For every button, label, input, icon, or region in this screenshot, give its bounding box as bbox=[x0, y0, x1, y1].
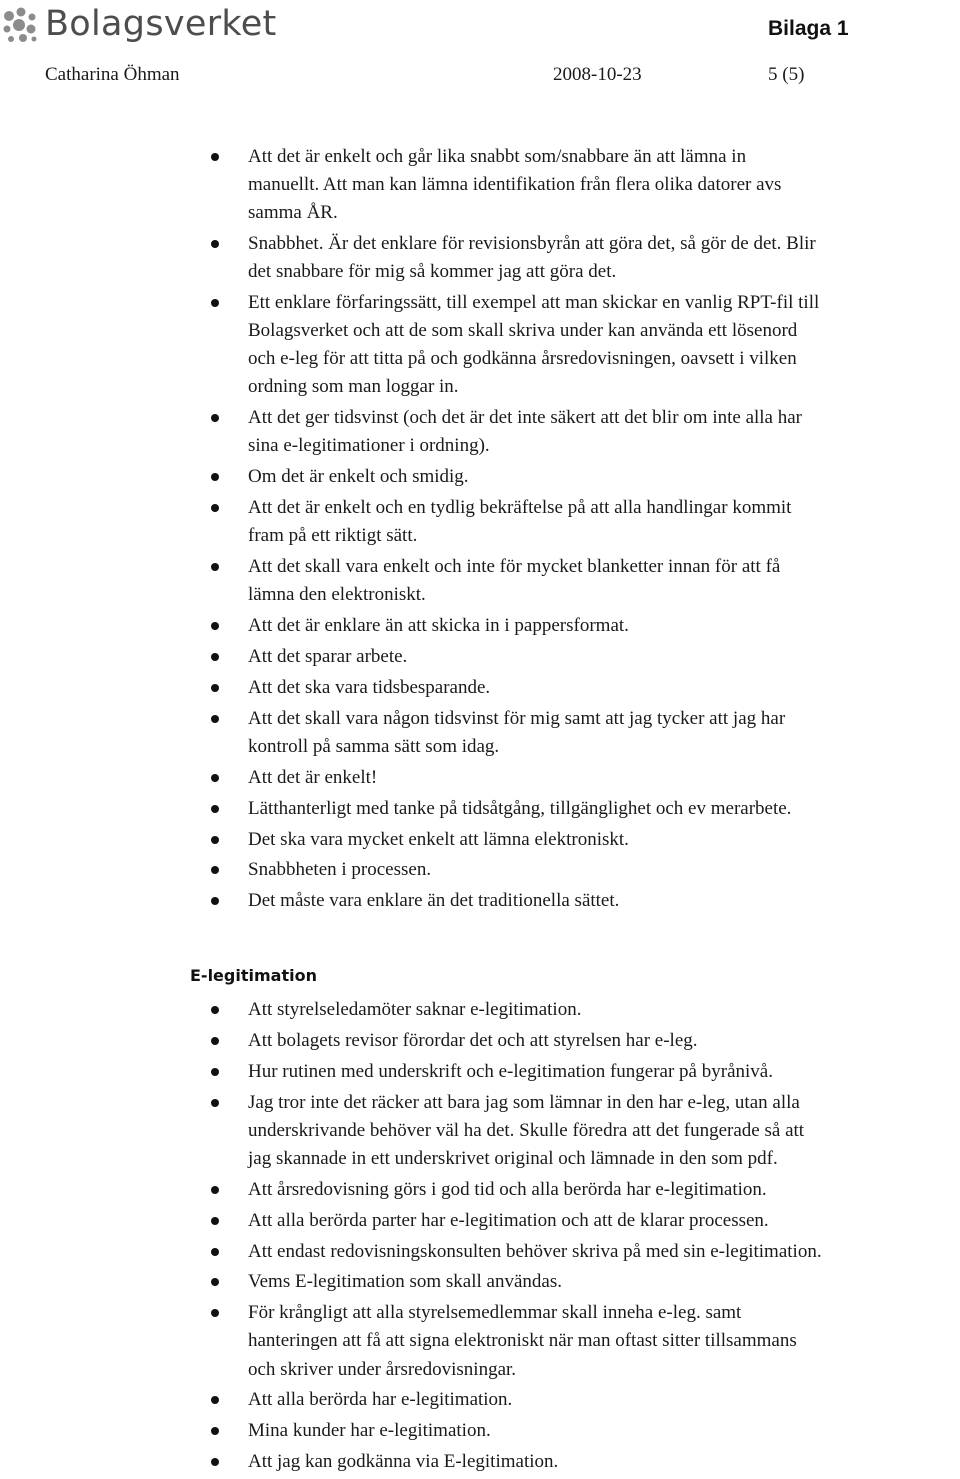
list-item-line: lämna den elektroniskt. bbox=[248, 584, 426, 606]
list-item bbox=[0, 887, 819, 915]
list-item bbox=[0, 1448, 822, 1476]
list-item bbox=[0, 1299, 822, 1383]
list-item-line: Vems E-legitimation som skall användas. bbox=[248, 1271, 562, 1293]
bullet-icon bbox=[211, 715, 219, 723]
list-item bbox=[0, 643, 819, 671]
list-item-line: och skriver under årsredovisningar. bbox=[248, 1358, 517, 1380]
list-item-line: manuellt. Att man kan lämna identifikation från flera olika datorer avs bbox=[248, 174, 782, 196]
list-item-line: Att årsredovisning görs i god tid och alla berörda har e-legitimation. bbox=[248, 1178, 767, 1200]
bullet-icon bbox=[211, 414, 219, 422]
bullet-icon bbox=[211, 1309, 219, 1317]
list-item-line: Jag tror inte det räcker att bara jag som lämnar in den har e-leg, utan alla bbox=[248, 1091, 800, 1113]
bullet-icon bbox=[211, 684, 219, 692]
bullet-icon bbox=[211, 653, 219, 661]
list-item-line: och e-leg för att titta på och godkänna årsredovisningen, oavsett i vilken bbox=[248, 348, 797, 370]
e-legitimation-list bbox=[0, 996, 822, 1479]
list-item-line: Det måste vara enklare än det traditionella sättet. bbox=[248, 890, 620, 912]
bullet-icon bbox=[211, 897, 219, 905]
list-item-line: Om det är enkelt och smidig. bbox=[248, 466, 469, 488]
list-item-line: kontroll på samma sätt som idag. bbox=[248, 735, 500, 757]
list-item-line: Mina kunder har e-legitimation. bbox=[248, 1420, 491, 1442]
list-item-line: Att det ger tidsvinst (och det är det inte säkert att det blir om inte alla har bbox=[248, 407, 802, 429]
list-item-line: Bolagsverket och att de som skall skriva under kan använda ett lösenord bbox=[248, 320, 798, 342]
list-item bbox=[0, 1386, 822, 1414]
list-item bbox=[0, 230, 819, 286]
bullet-icon bbox=[211, 153, 219, 161]
list-item-line: Att det sparar arbete. bbox=[248, 645, 408, 667]
bullet-icon bbox=[211, 805, 219, 813]
list-item-line: Hur rutinen med underskrift och e-legitimation fungerar på byrånivå. bbox=[248, 1060, 773, 1082]
bolagsverket-logo bbox=[0, 4, 277, 44]
list-item-line: Att det är enkelt och går lika snabbt som/snabbare än att lämna in bbox=[248, 146, 747, 167]
list-item bbox=[0, 143, 819, 227]
logo-dots-icon bbox=[0, 4, 40, 44]
bullet-icon bbox=[211, 1068, 219, 1076]
bullet-icon bbox=[211, 1037, 219, 1045]
bullet-icon bbox=[211, 1248, 219, 1256]
list-item-line: Att det är enkelt! bbox=[248, 766, 378, 788]
bullet-icon bbox=[211, 622, 219, 630]
bullet-icon bbox=[211, 1458, 219, 1466]
list-item bbox=[0, 612, 819, 640]
bullet-icon bbox=[211, 774, 219, 782]
list-item-line: det snabbare för mig så kommer jag att göra det. bbox=[248, 261, 617, 283]
list-item-line: Att endast redovisningskonsulten behöver skriva på med sin e-legitimation. bbox=[248, 1240, 822, 1262]
list-item bbox=[0, 289, 819, 401]
list-item-line: Att jag kan godkänna via E-legitimation. bbox=[248, 1451, 559, 1473]
list-item bbox=[0, 1089, 822, 1173]
logo-text: Bolagsverket bbox=[45, 4, 277, 44]
list-item-line: Att det är enkelt och en tydlig bekräftelse på att alla handlingar kommit bbox=[248, 497, 792, 519]
list-item-line: Att det är enklare än att skicka in i pappersformat. bbox=[248, 615, 629, 637]
list-item bbox=[0, 1058, 822, 1086]
list-item-line: Det ska vara mycket enkelt att lämna elektroniskt. bbox=[248, 828, 629, 850]
list-item bbox=[0, 463, 819, 491]
bullet-icon bbox=[211, 1099, 219, 1107]
bullet-icon bbox=[211, 836, 219, 844]
list-item bbox=[0, 1207, 822, 1235]
document-header bbox=[0, 0, 960, 95]
list-item bbox=[0, 1238, 822, 1266]
author-name: Catharina Öhman bbox=[45, 64, 180, 85]
page-number: 5 (5) bbox=[768, 64, 805, 85]
list-item bbox=[0, 764, 819, 792]
bullet-icon bbox=[211, 473, 219, 481]
list-item-line: sina e-legitimationer i ordning). bbox=[248, 435, 490, 457]
list-item bbox=[0, 1176, 822, 1204]
list-item bbox=[0, 856, 819, 884]
appendix-label: Bilaga 1 bbox=[768, 17, 849, 40]
bullet-icon bbox=[211, 866, 219, 874]
list-item bbox=[0, 674, 819, 702]
list-item-line: För krångligt att alla styrelsemedlemmar skall inneha e-leg. samt bbox=[248, 1302, 742, 1324]
section-heading: E-legitimation bbox=[190, 966, 317, 985]
list-item-line: Snabbheten i processen. bbox=[248, 859, 432, 881]
list-item-line: ordning som man loggar in. bbox=[248, 376, 459, 398]
list-item-line: Ett enklare förfaringssätt, till exempel att man skickar en vanlig RPT-fil till bbox=[248, 292, 820, 314]
list-item-line: samma ÅR. bbox=[248, 202, 338, 224]
list-item-line: Att det ska vara tidsbesparande. bbox=[248, 676, 491, 698]
list-item-line: fram på ett riktigt sätt. bbox=[248, 525, 418, 547]
list-item bbox=[0, 705, 819, 761]
list-item-line: Snabbhet. Är det enklare för revisionsbyrån att göra det, så gör de det. Blir bbox=[248, 233, 816, 255]
bullet-icon bbox=[211, 1427, 219, 1435]
bullet-icon bbox=[211, 1217, 219, 1225]
list-item bbox=[0, 553, 819, 609]
list-item-line: Lätthanterligt med tanke på tidsåtgång, tillgänglighet och ev merarbete. bbox=[248, 797, 792, 819]
list-item bbox=[0, 1268, 822, 1296]
bullet-icon bbox=[211, 1396, 219, 1404]
list-item-line: Att bolagets revisor förordar det och att styrelsen har e-leg. bbox=[248, 1029, 698, 1051]
list-item-line: hanteringen att få att signa elektroniskt när man oftast sitter tillsammans bbox=[248, 1330, 797, 1352]
list-item bbox=[0, 494, 819, 550]
bullet-icon bbox=[211, 240, 219, 248]
list-item bbox=[0, 795, 819, 823]
list-item bbox=[0, 826, 819, 854]
list-item-line: Att det skall vara någon tidsvinst för mig samt att jag tycker att jag har bbox=[248, 707, 786, 729]
list-item-line: Att styrelseledamöter saknar e-legitimation. bbox=[248, 999, 582, 1020]
list-item-line: Att alla berörda har e-legitimation. bbox=[248, 1389, 513, 1411]
list-item-line: Att alla berörda parter har e-legitimation och att de klarar processen. bbox=[248, 1209, 769, 1231]
answers-list bbox=[0, 143, 819, 918]
list-item-line: jag skannade in ett underskrivet original och lämnade in den som pdf. bbox=[248, 1147, 778, 1169]
bullet-icon bbox=[211, 563, 219, 571]
list-item bbox=[0, 996, 822, 1024]
bullet-icon bbox=[211, 1006, 219, 1014]
bullet-icon bbox=[211, 1186, 219, 1194]
document-date: 2008-10-23 bbox=[553, 64, 642, 85]
list-item bbox=[0, 1027, 822, 1055]
bullet-icon bbox=[211, 299, 219, 307]
list-item bbox=[0, 404, 819, 460]
list-item bbox=[0, 1417, 822, 1445]
bullet-icon bbox=[211, 1278, 219, 1286]
list-item-line: underskrivande behöver väl ha det. Skulle föredra att det fungerade så att bbox=[248, 1119, 805, 1141]
bullet-icon bbox=[211, 504, 219, 512]
list-item-line: Att det skall vara enkelt och inte för mycket blanketter innan för att få bbox=[248, 556, 781, 578]
